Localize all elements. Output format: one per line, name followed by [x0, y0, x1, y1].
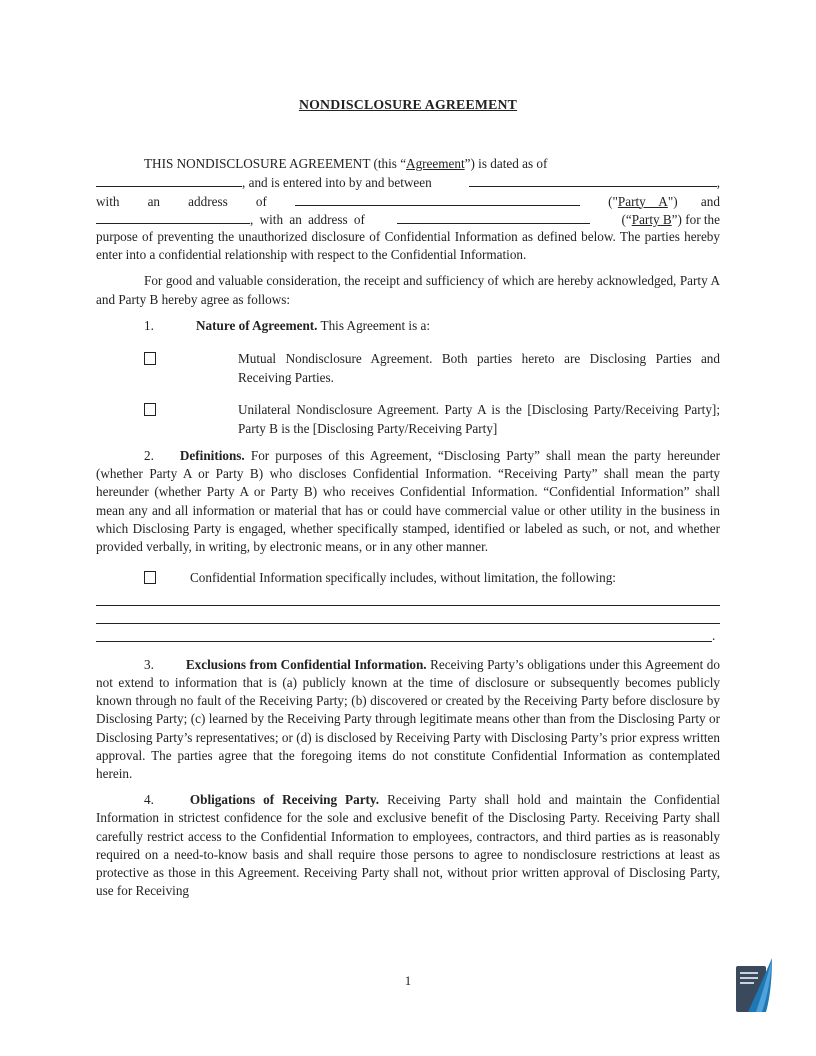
- includes-checkbox[interactable]: [144, 571, 156, 584]
- agreement-term: Agreement: [406, 156, 465, 172]
- mutual-checkbox[interactable]: [144, 352, 156, 365]
- confidential-includes: [96, 568, 720, 588]
- option-mutual: [96, 349, 720, 388]
- party-a-address-blank[interactable]: [295, 192, 580, 206]
- unilateral-checkbox[interactable]: [144, 403, 156, 416]
- document-title: NONDISCLOSURE AGREEMENT: [298, 97, 518, 112]
- section-2: 2. Definitions. For purposes of this Agreement, “Disclosing Party” shall mean the party hereunder (whether Party A or Party B) who discloses Confidential Information. “Receiving Party” shall mean the party hereunder (whether Party A or Party B) who receives Confidential Information. “Confidential Information” shall mean any and all information or material that has or could have commercial value or other utility in the business in which Disclosing Party is engaged, whether specifically stamped, identified or labeled as such, or not, and whether provided verbally, in writing, by electronic means, or in any other manner.: [96, 447, 720, 554]
- intro-line-1: [96, 155, 720, 173]
- intro-line-3: with an address of ("Party A") and: [96, 193, 720, 209]
- section-number: 4.: [144, 792, 154, 808]
- document-logo-icon: [736, 958, 772, 1012]
- section-number: 2.: [144, 447, 154, 463]
- intro-paragraph: [96, 155, 720, 264]
- intro-text: ”) is dated as of: [464, 156, 548, 172]
- includes-label: Confidential Information specifically includes, without limitation, the following:: [190, 570, 616, 586]
- section-4: 4. Obligations of Receiving Party. Receiving Party shall hold and maintain the Confidential Information in strictest confidence for the sole and exclusive benefit of the Disclosing Party. Receiving Party shall carefully restrict access to the Confidential Information to employees, contractors, and third parties as is reasonably required on a need-to-know basis and shall require those persons to agree to nondisclosure restrictions at least as protective as those in this Agreement. Receiving Party shall not, without prior written approval of Disclosing Party, use for Receiving: [96, 792, 721, 899]
- includes-line-1[interactable]: [96, 588, 720, 606]
- party-a-term: Party A: [617, 193, 668, 209]
- intro-line-4: , with an address of (“Party B”) for the: [96, 210, 720, 228]
- date-blank[interactable]: [96, 173, 242, 187]
- section-heading: Exclusions from Confidential Information.: [185, 656, 427, 672]
- section-3: 3. Exclusions from Confidential Information. Receiving Party’s obligations under this Agreement do not extend to information that is (a) publicly known at the time of disclosure or subsequently becomes publicly known through no fault of the Receiving Party; (b) discovered or created by the Receiving Party before disclosure by Disclosing Party; (c) learned by the Receiving Party through legitimate means other than from the Disclosing Party or Disclosing Party’s representatives; or (d) is disclosed by Receiving Party with Disclosing Party’s prior express written approval. The parties agree that the foregoing items do not constitute Confidential Information as contemplated herein.: [96, 656, 720, 781]
- section-number: 3.: [144, 656, 154, 672]
- party-b-term: Party B: [631, 211, 672, 227]
- intro-line-2: , and is entered into by and between ,: [96, 173, 720, 191]
- unilateral-option-label: Unilateral Nondisclosure Agreement. Party A is the [Disclosing Party/Receiving Party]; Party B is the [Disclosing Party/Receiving Party]: [238, 401, 720, 437]
- section-heading: Definitions.: [179, 447, 245, 463]
- document-page: NONDISCLOSURE AGREEMENT THIS NONDISCLOSURE AGREEMENT (this “Agreement”) is dated as of , and is entered into by and between , with an address of ("Party A") and , with an address of (“Party B”) for the purpose of preventing the unauthorized disclosure of Confidential Information as defined below. The parties hereby enter into a confidential relationship with respect to the Confidential Information. For good and valuable consideration, the receipt and sufficiency of which are hereby acknowledged, Party A and Party B hereby agree as follows: 1. Nature of Agreement. This Agreement is a: Mutual Nondisclosure Agreement. Both parties hereto are Disclosing Parties and Receiving Parties. Unilateral Nondisclosure Agreement. Party A is the [Disclosing Party/Receiving Party]; Party B is the [Disclosing Party/Receiving Party] 2. Definitions. For purposes of this Agreement, “Disclosing Party” shall mean the party hereunder (whether Party A or Party B) who discloses Confidential Information. “Receiving Party” shall mean the party hereunder (whether Party A or Party B) who receives Confidential Information. “Confidential Information” shall mean any and all information or material that has or could have commercial value or other utility in the business in which Disclosing Party is engaged, whether specifically stamped, identified or labeled as such, or not, and whether provided verbally, in writing, by electronic means, or in any other manner. Confidential Information specifically includes, without limitation, the following: . 3. Exclusions from Confidential Information. Receiving Party’s obligations under this Agreement do not extend to information that is (a) publicly known at the time of disclosure or subsequently becomes publicly known through no fault of the Receiving Party; (b) discovered or created by the Receiving Party before disclosure by Disclosing Party; (c) learned by the Receiving Party through legitimate means other than from the Disclosing Party or Disclosing Party’s representatives; or (d) is disclosed by Receiving Party with Disclosing Party’s prior express written approval. The parties agree that the foregoing items do not constitute Confidential Information as contemplated herein. 4. Obligations of Receiving Party. Receiving Party shall hold and maintain the Confidential Information in strictest confidence for the sole and exclusive benefit of the Disclosing Party. Receiving Party shall carefully restrict access to the Confidential Information to employees, contractors, and third parties as is reasonably required on a need-to-know basis and shall require those persons to agree to nondisclosure restrictions at least as protective as those in this Agreement. Receiving Party shall not, without prior written approval of Disclosing Party, use for Receiving: [96, 96, 720, 900]
- page-number: 1: [404, 973, 412, 988]
- intro-rest: purpose of preventing the unauthorized disclosure of Confidential Information as defined below. The parties hereby enter into a confidential relationship with respect to the Confidential Information.: [96, 228, 720, 263]
- intro-text: , and is entered into by and between: [242, 175, 432, 191]
- section-heading: Obligations of Receiving Party.: [189, 792, 380, 808]
- party-b-name-blank[interactable]: [96, 210, 250, 224]
- section-heading: Nature of Agreement.: [196, 317, 318, 333]
- section-1: 1. Nature of Agreement. This Agreement is a:: [96, 317, 720, 335]
- mutual-option-label: Mutual Nondisclosure Agreement. Both parties hereto are Disclosing Parties and Receiving Parties.: [238, 350, 720, 386]
- party-b-address-blank[interactable]: [397, 210, 590, 224]
- party-a-name-blank[interactable]: [469, 173, 717, 187]
- intro-text: THIS NONDISCLOSURE AGREEMENT (this “: [144, 156, 407, 172]
- option-unilateral: [96, 400, 720, 439]
- includes-line-2[interactable]: [96, 606, 720, 624]
- consideration-paragraph: For good and valuable consideration, the receipt and sufficiency of which are hereby acknowledged, Party A and Party B hereby agree as follows:: [96, 273, 720, 307]
- section-number: 1.: [144, 317, 154, 333]
- includes-line-3[interactable]: [96, 624, 712, 642]
